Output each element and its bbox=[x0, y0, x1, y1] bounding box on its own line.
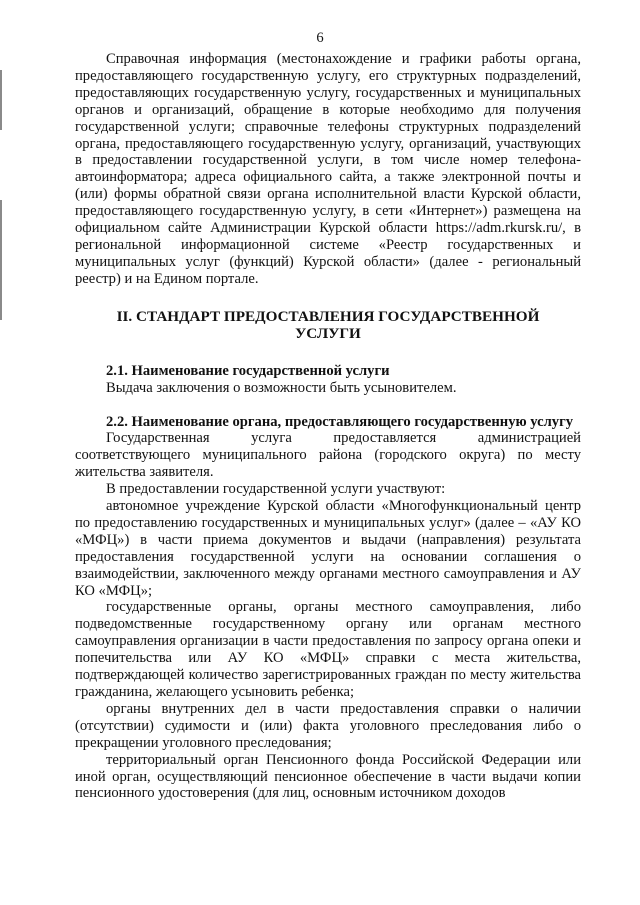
section-title: II. СТАНДАРТ ПРЕДОСТАВЛЕНИЯ ГОСУДАРСТВЕННОЙ УСЛУГИ bbox=[116, 307, 540, 343]
left-margin-mark bbox=[0, 70, 2, 130]
paragraph: автономное учреждение Курской области «Многофункциональный центр по предоставлению государственных и муниципальных услуг» (далее – «АУ КО «МФЦ») в части приема документов и выдачи (направления) результата предоставления государственной услуги на основании соглашения о взаимодействии, заключенного между органами местного самоуправления и АУ КО «МФЦ»; bbox=[75, 498, 581, 599]
paragraph: Выдача заключения о возможности быть усыновителем. bbox=[106, 379, 457, 396]
paragraph: территориальный орган Пенсионного фонда Российской Федерации или иной орган, осуществляющий пенсионное обеспечение в части выдачи копии пенсионного удостоверения (для лиц, основным источником доходов bbox=[75, 751, 581, 802]
paragraph: государственные органы, органы местного самоуправления, либо подведомственные государственному органу или органам местного самоуправления организации в части предоставления по запросу органа опеки и попечительства или АУ КО «МФЦ» справки с места жительства, подтверждающей количество зарегистрированных граждан по месту жительства гражданина, желающего усыновить ребенка; bbox=[75, 599, 581, 700]
subsection-heading: 2.2. Наименование органа, предоставляющего государственную услугу bbox=[106, 413, 574, 430]
paragraph: органы внутренних дел в части предоставления справки о наличии (отсутствии) судимости и (или) факта уголовного преследования либо о прекращении уголовного преследования; bbox=[75, 700, 581, 751]
page-number: 6 bbox=[316, 30, 324, 46]
left-margin-mark bbox=[0, 200, 2, 320]
paragraph: Справочная информация (местонахождение и графики работы органа, предоставляющего государственную услугу, его структурных подразделений, предоставляющих государственную услугу, государственных и муниципальных органов и организаций, обращение в которые необходимо для получения государственной услуги; справочные телефоны структурных подразделений органа, предоставляющего государственную услугу, организаций, участвующих в предоставлении государственной услуги, в том числе номер телефона-автоинформатора; адреса официального сайта, а также электронной почты и (или) формы обратной связи органа исполнительной власти Курской области, предоставляющего государственную услугу, в сети «Интернет») размещена на официальном сайте Администрации Курской области https://adm.rkursk.ru/, в региональной информационной системе «Реестр государственных и муниципальных услуг (функций) Курской области» (далее - региональный реестр) и на Едином портале. bbox=[75, 51, 581, 287]
spacer bbox=[75, 397, 581, 414]
document-body bbox=[75, 51, 581, 802]
paragraph: Государственная услуга предоставляется администрацией соответствующего муниципального района (городского округа) по месту жительства заявителя. bbox=[75, 430, 581, 481]
paragraph: В предоставлении государственной услуги участвуют: bbox=[106, 481, 446, 498]
subsection-heading: 2.1. Наименование государственной услуги bbox=[106, 362, 390, 379]
